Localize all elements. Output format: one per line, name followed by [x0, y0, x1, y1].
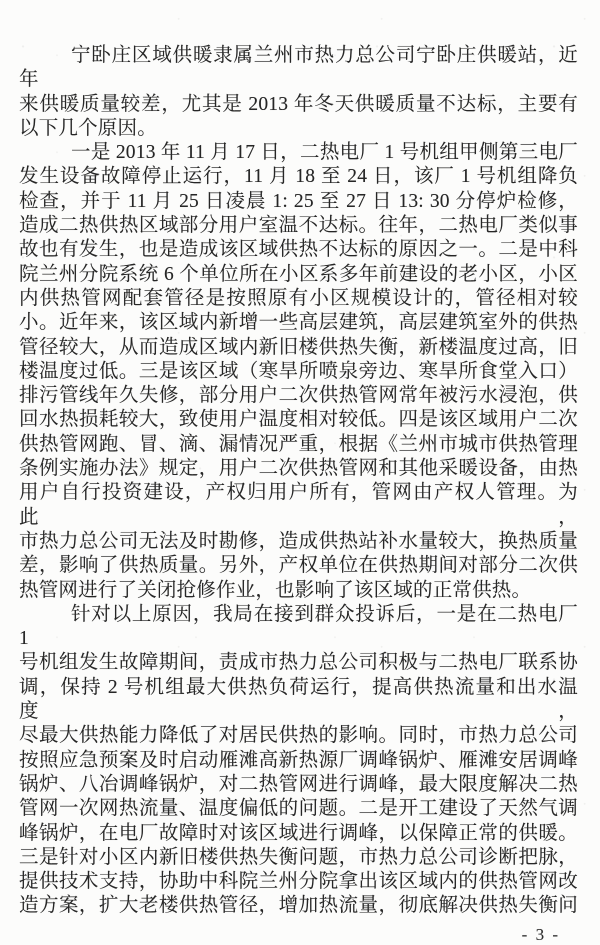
text-line: 条例实施办法》规定，用户二次供热管网和其他采暖设备，由热: [19, 458, 578, 480]
text-line: 内供热管网配套管径是按照原有小区规模设计的，管径相对较: [19, 287, 578, 309]
text-line: 管网一次网热流量、温度偏低的问题。二是开工建设了天然气调: [19, 798, 578, 820]
text-line: 号机组发生故障期间，责成市热力总公司积极与二热电厂联系协: [19, 652, 578, 674]
document-body: [19, 44, 578, 919]
text-line: 故也有发生，也是造成该区域供热不达标的原因之一。二是中科: [19, 239, 578, 261]
text-line: 用户自行投资建设，产权归用户所有，管网由产权人管理。为此，: [19, 482, 578, 528]
paragraph: [19, 603, 578, 919]
text-line: 造方案，扩大老楼供热管径，增加热流量，彻底解决供热失衡问: [19, 895, 578, 917]
text-line: 排污管线年久失修，部分用户二次供热管网常年被污水浸泡，供: [19, 385, 578, 407]
text-line: 楼温度过低。三是该区域（寒旱所喷泉旁边、寒旱所食堂入口）: [19, 360, 578, 382]
text-line: 提供技术支持，协助中科院兰州分院拿出该区域内的供热管网改: [19, 871, 578, 893]
text-line: 一是 2013 年 11 月 17 日，二热电厂 1 号机组甲侧第三电厂: [71, 142, 578, 164]
text-line: 来供暖质量较差，尤其是 2013 年冬天供暖质量不达标，主要有: [19, 93, 578, 115]
text-line: 峰锅炉，在电厂故障时对该区域进行调峰，以保障正常的供暖。: [19, 822, 578, 844]
text-line: 锅炉、八冶调峰锅炉，对二热管网进行调峰，最大限度解决二热: [19, 773, 578, 795]
text-line: 三是针对小区内新旧楼供热失衡问题，市热力总公司诊断把脉，: [19, 846, 578, 868]
text-line: 宁卧庄区域供暖隶属兰州市热力总公司宁卧庄供暖站，近年: [19, 45, 578, 91]
text-line: 供热管网跑、冒、滴、漏情况严重，根据《兰州市城市供热管理: [19, 433, 578, 455]
text-line: 院兰州分院系统 6 个单位所在小区系多年前建设的老小区，小区: [19, 263, 578, 285]
text-line: 按照应急预案及时启动雁滩高新热源厂调峰锅炉、雁滩安居调峰: [19, 749, 578, 771]
text-line: 热管网进行了关闭抢修作业，也影响了该区域的正常供热。: [19, 579, 532, 601]
text-line: 回水热损耗较大，致使用户温度相对较低。四是该区域用户二次: [19, 409, 578, 431]
paragraph: [19, 141, 578, 603]
text-line: 市热力总公司无法及时勘修，造成供热站补水量较大，换热质量: [19, 530, 578, 552]
text-line: 以下几个原因。: [19, 117, 157, 139]
text-line: 调，保持 2 号机组最大供热负荷运行，提高供热流量和出水温度，: [19, 676, 578, 723]
text-line: 针对以上原因，我局在接到群众投诉后，一是在二热电厂 1: [19, 603, 578, 650]
page-number: - 3 -: [521, 924, 560, 944]
text-line: 尽最大供热能力降低了对居民供热的影响。同时，市热力总公司: [19, 725, 578, 747]
text-line: 小。近年来，该区域内新增一些高层建筑，高层建筑室外的供热: [19, 312, 578, 334]
text-line: 发生设备故障停止运行，11 月 18 至 24 日，该厂 1 号机组降负: [19, 166, 578, 188]
text-line: 差，影响了供热质量。另外，产权单位在供热期间对部分二次供: [19, 555, 578, 577]
paragraph: [19, 44, 578, 141]
text-line: 造成二热供热区域部分用户室温不达标。往年，二热电厂类似事: [19, 215, 578, 237]
text-line: 管径较大，从而造成区域内新旧楼供热失衡，新楼温度过高，旧: [19, 336, 578, 358]
text-line: 检查，并于 11 月 25 日凌晨 1: 25 至 27 日 13: 30 分停炉检修，: [19, 190, 578, 212]
